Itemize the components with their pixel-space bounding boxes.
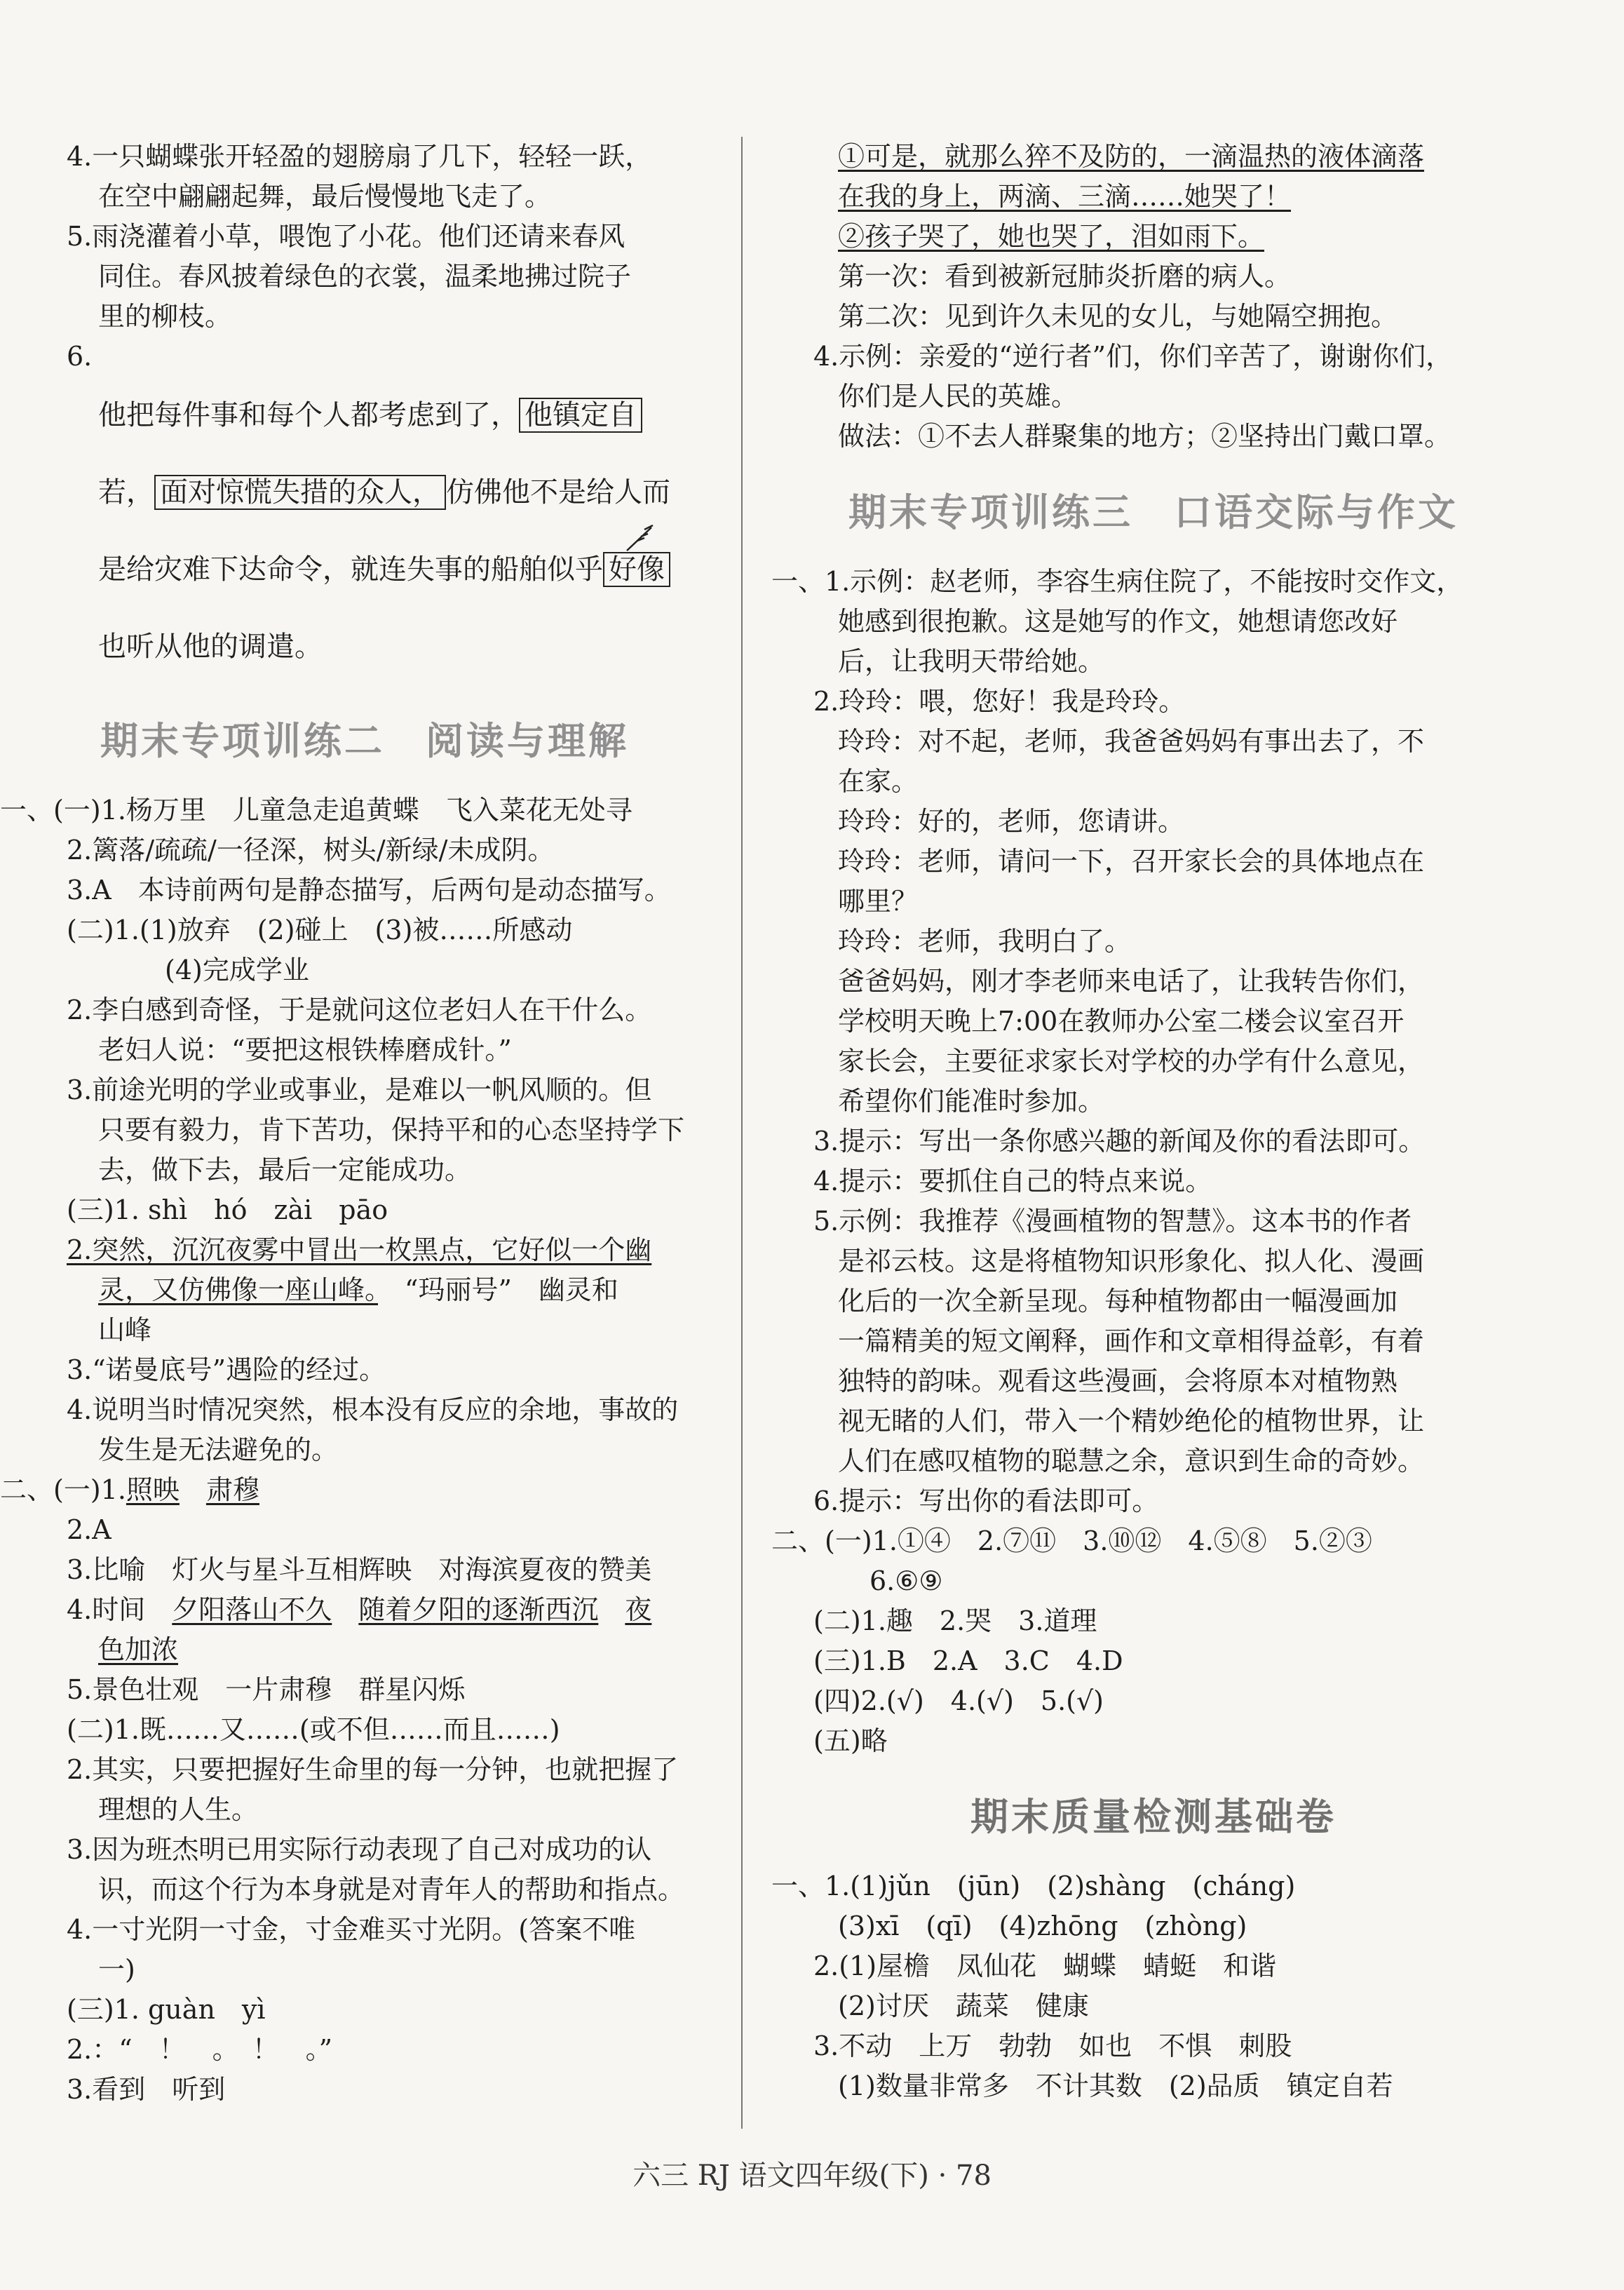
insertion-mark-icon (623, 524, 658, 552)
answer-line: 5.示例：我推荐《漫画植物的智慧》。这本书的作者 (813, 1206, 1412, 1237)
answer-line: 玲玲：老师，我明白了。 (838, 926, 1132, 957)
answer-line: 第一次：看到被新冠肺炎折磨的病人。 (838, 261, 1292, 292)
answer-line: 是祁云枝。这是将植物知识形象化、拟人化、漫画 (838, 1246, 1425, 1277)
answer-line: ①可是，就那么猝不及防的，一滴温热的液体滴落 (838, 141, 1425, 172)
answer-line: 4.一只蝴蝶张开轻盈的翅膀扇了几下，轻轻一跃， (67, 141, 652, 172)
answer-line: (三)1. guàn yì (67, 1994, 266, 2025)
answer-line: 3.不动 上万 勃勃 如也 不惧 刺股 (813, 2030, 1292, 2061)
answer-line: 一) (98, 1954, 135, 1985)
answer-line: (2)讨厌 蔬菜 健康 (838, 1991, 1089, 2021)
answer-line: 4.示例：亲爱的“逆行者”们，你们辛苦了，谢谢你们， (813, 341, 1453, 372)
answer-line: 里的柳枝。 (98, 301, 232, 332)
answer-line: 同住。春风披着绿色的衣裳，温柔地拂过院子 (98, 261, 632, 292)
answer-line: 在空中翩翩起舞，最后慢慢地飞走了。 (98, 181, 552, 212)
answer-line: 2.突然，沉沉夜雾中冒出一枚黑点，它好似一个幽 (67, 1234, 652, 1265)
answer-line: 她感到很抱歉。这是她写的作文，她想请您改好 (838, 606, 1398, 637)
answer-line: 玲玲：对不起，老师，我爸爸妈妈有事出去了，不 (838, 726, 1425, 757)
answer-line: 2.玲玲：喂，您好！我是玲玲。 (813, 686, 1186, 717)
edited-passage-line: 是给灾难下达命令，就连失事的船舶似乎 好像 (0, 531, 729, 608)
answer-line: 人们在感叹植物的聪慧之余，意识到生命的奇妙。 (838, 1446, 1425, 1476)
inserted-text-box: 面对惊慌失措的众人， (154, 475, 446, 510)
answer-line: 色加浓 (98, 1634, 179, 1665)
answer-line: 一篇精美的短文阐释，画作和文章相得益彰，有着 (838, 1326, 1425, 1356)
answer-line: 理想的人生。 (98, 1794, 259, 1825)
answer-line: 你们是人民的英雄。 (838, 381, 1078, 412)
answer-line: 3.提示：写出一条你感兴趣的新闻及你的看法即可。 (813, 1126, 1426, 1157)
edited-passage-line: 也听从他的调遣。 (98, 631, 323, 663)
section-title: 期末专项训练三 口语交际与作文 (848, 490, 1459, 534)
answer-line: 在我的身上，两滴、三滴……她哭了！ (838, 181, 1292, 212)
answer-line: 5.景色壮观 一片肃穆 群星闪烁 (67, 1674, 466, 1705)
answer-line: 后，让我明天带给她。 (838, 646, 1105, 677)
answer-line: 6.提示：写出你的看法即可。 (813, 1486, 1159, 1516)
answer-line: 2.其实，只要把握好生命里的每一分钟，也就把握了 (67, 1754, 679, 1785)
answer-line: 化后的一次全新呈现。每种植物都由一幅漫画加 (838, 1286, 1398, 1316)
answer-line: 2.李白感到奇怪，于是就问这位老妇人在干什么。 (67, 995, 652, 1025)
answer-line: 4.说明当时情况突然，根本没有反应的余地，事故的 (67, 1394, 679, 1425)
section-title: 期末质量检测基础卷 (970, 1795, 1337, 1839)
answer-line: 二、(一)1.①④ 2.⑦⑪ 3.⑩⑫ 4.⑤⑧ 5.②③ (771, 1525, 1372, 1556)
edited-passage-line: 他把每件事和每个人都考虑到了， 他镇定自 (0, 377, 729, 454)
answer-line: 独特的韵味。观看这些漫画，会将原本对植物熟 (838, 1366, 1398, 1396)
answer-line: 爸爸妈妈，刚才李老师来电话了，让我转告你们， (838, 966, 1425, 997)
answer-line: (三)1. shì hó zài pāo (67, 1194, 388, 1225)
answer-line: 哪里？ (838, 886, 919, 917)
answer-line: 山峰 (98, 1314, 152, 1345)
answer-line: 5.雨浇灌着小草，喂饱了小花。他们还请来春风 (67, 221, 625, 252)
section-title: 期末专项训练二 阅读与理解 (100, 719, 629, 763)
answer-line: 3.因为班杰明已用实际行动表现了自己对成功的认 (67, 1834, 652, 1865)
answer-line: 希望你们能准时参加。 (838, 1086, 1105, 1117)
answer-line: 3.看到 听到 (67, 2074, 226, 2105)
answer-line: 6. (67, 341, 93, 372)
right-column (771, 137, 1536, 2106)
answer-line: 3.A 本诗前两句是静态描写，后两句是动态描写。 (67, 875, 671, 905)
answer-line: 发生是无法避免的。 (98, 1434, 339, 1465)
answer-line: 只要有毅力，肯下苦功，保持平和的心态坚持学下 (98, 1114, 685, 1145)
page-footer: 六三 RJ 语文四年级(下) · 78 (632, 2160, 992, 2192)
answer-line: 灵，又仿佛像一座山峰。 “玛丽号” 幽灵和 (98, 1274, 618, 1305)
answer-line: 家长会，主要征求家长对学校的办学有什么意见， (838, 1046, 1425, 1077)
answer-line: ②孩子哭了，她也哭了，泪如雨下。 (838, 221, 1265, 252)
answer-line: 一、(一)1.杨万里 儿童急走追黄蝶 飞入菜花无处寻 (0, 795, 632, 826)
answer-line: 4.一寸光阴一寸金，寸金难买寸光阴。(答案不唯 (67, 1914, 636, 1945)
answer-line: 二、(一)1.照映 肃穆 (0, 1474, 259, 1505)
answer-line: 学校明天晚上7:00在教师办公室二楼会议室召开 (838, 1006, 1405, 1037)
answer-line: 2.(1)屋檐 凤仙花 蝴蝶 蜻蜓 和谐 (813, 1951, 1277, 1981)
answer-line: 识，而这个行为本身就是对青年人的帮助和指点。 (98, 1874, 685, 1905)
answer-line: 做法：①不去人群聚集的地方；②坚持出门戴口罩。 (838, 421, 1452, 452)
answer-line: 2.篱落/疏疏/一径深，树头/新绿/未成阴。 (67, 835, 555, 866)
answer-line: 视无睹的人们，带入一个精妙绝伦的植物世界，让 (838, 1406, 1425, 1436)
answer-line: (二)1.(1)放弃 (2)碰上 (3)被……所感动 (67, 915, 573, 945)
answer-line: (五)略 (813, 1725, 888, 1756)
answer-line: (二)1.既……又……(或不但……而且……) (67, 1714, 560, 1745)
answer-line: 老妇人说：“要把这根铁棒磨成针。” (98, 1035, 512, 1065)
answer-line: (二)1.趣 2.哭 3.道理 (813, 1605, 1097, 1636)
inserted-text-box: 他镇定自 (519, 398, 642, 433)
answer-line: 一、1.(1)jǔn (jūn) (2)shàng (cháng) (771, 1871, 1296, 1901)
answer-line: 玲玲：老师，请问一下，召开家长会的具体地点在 (838, 846, 1425, 877)
answer-line: (3)xī (qī) (4)zhōng (zhòng) (838, 1911, 1247, 1941)
answer-line: 玲玲：好的，老师，您请讲。 (838, 806, 1185, 837)
answer-line: (1)数量非常多 不计其数 (2)品质 镇定自若 (838, 2070, 1393, 2101)
edited-passage-line: 若， 面对惊慌失措的众人， 仿佛他不是给人而 (98, 476, 670, 508)
answer-line: 2.：“ ！ 。 ！ 。” (67, 2034, 333, 2065)
answer-line: 第二次：见到许久未见的女儿，与她隔空拥抱。 (838, 301, 1398, 332)
inserted-text-box: 好像 (603, 552, 670, 587)
answer-line: (三)1.B 2.A 3.C 4.D (813, 1645, 1123, 1676)
answer-line: (4)完成学业 (165, 955, 309, 985)
answer-line: 3.“诺曼底号”遇险的经过。 (67, 1354, 386, 1385)
left-column (0, 137, 729, 2110)
answer-line: (四)2.(√) 4.(√) 5.(√) (813, 1685, 1104, 1716)
answer-line: 3.前途光明的学业或事业，是难以一帆风顺的。但 (67, 1075, 652, 1105)
answer-line: 2.A (67, 1514, 111, 1545)
answer-line: 在家。 (838, 766, 919, 797)
answer-line: 去，做下去，最后一定能成功。 (98, 1154, 472, 1185)
answer-line: 一、1.示例：赵老师，李容生病住院了，不能按时交作文， (771, 566, 1463, 597)
answer-line: 4.时间 夕阳落山不久 随着夕阳的逐渐西沉 夜 (67, 1594, 652, 1625)
answer-line: 4.提示：要抓住自己的特点来说。 (813, 1166, 1212, 1197)
answer-line: 3.比喻 灯火与星斗互相辉映 对海滨夏夜的赞美 (67, 1554, 652, 1585)
answer-line: 6.⑥⑨ (869, 1565, 943, 1596)
column-divider (741, 137, 743, 2129)
